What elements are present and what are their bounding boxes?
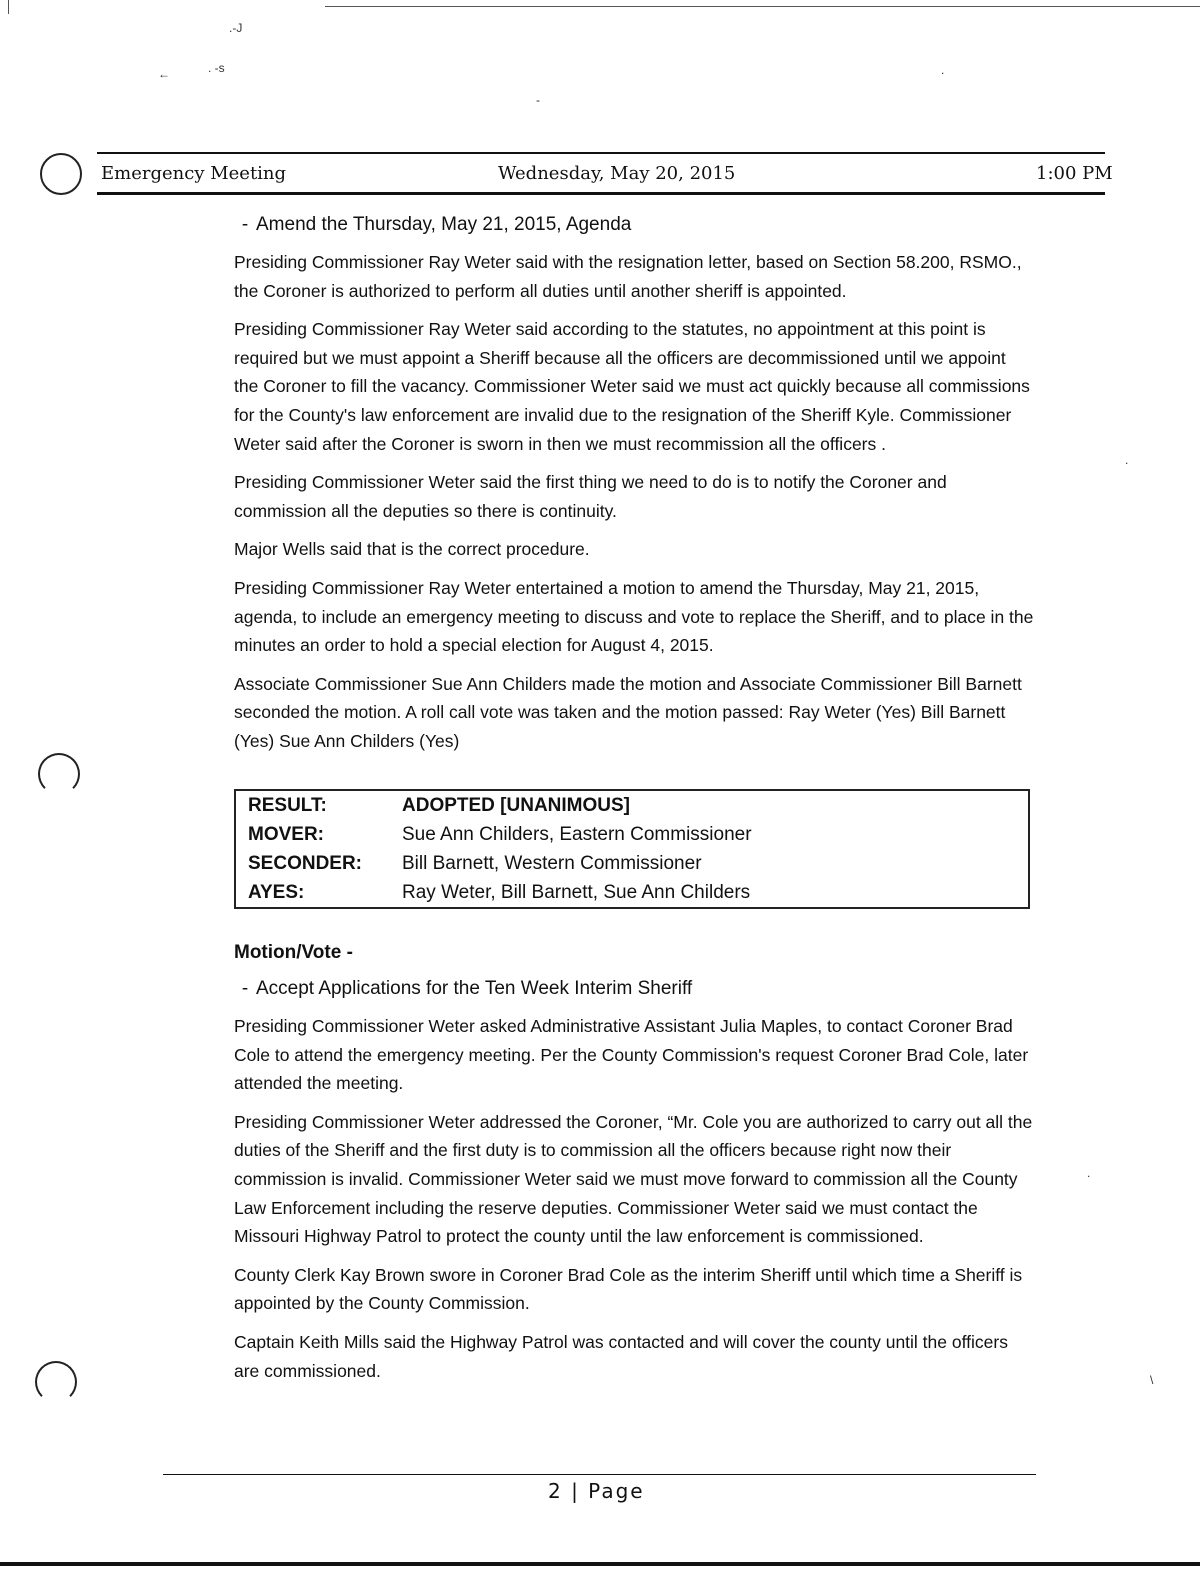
meeting-time: 1:00 PM	[1036, 163, 1113, 184]
table-row	[235, 820, 1029, 849]
footer-rule	[163, 1474, 1036, 1475]
paragraph: Presiding Commissioner Weter addressed the Coroner, “Mr. Cole you are authorized to carry out all the duties of the Sheriff and the first duty is to commission all the officers because right now their commission is invalid. Commissioner Weter said we must move forward to commission all the County Law Enforcement including the reserve deputies. Commissioner Weter said we must contact the Missouri Highway Patrol to protect the county until the law enforcement is commissioned.	[234, 1111, 1033, 1247]
section-interim-sheriff	[234, 940, 1034, 1395]
mover-value: Sue Ann Childers, Eastern Commissioner	[402, 824, 752, 845]
paragraph: Presiding Commissioner Ray Weter said according to the statutes, no appointment at this point is required but we must appoint a Sheriff because all the officers are decommissioned until we appoint the Coroner to fill the vacancy. Commissioner Weter said we must act quickly because all commissions for the County's law enforcement are invalid due to the resignation of the Sheriff Kyle. Commissioner Weter said after the Coroner is sworn in then we must recommission all the officers .	[234, 319, 1030, 454]
bottom-scan-edge	[0, 1562, 1200, 1566]
paragraph: Captain Keith Mills said the Highway Patrol was contacted and will cover the county until the officers are commissioned.	[234, 1331, 1008, 1381]
scan-speck: -	[536, 93, 540, 107]
subheading-amend-agenda: - Amend the Thursday, May 21, 2015, Agenda	[241, 214, 632, 235]
binder-hole-top	[40, 153, 82, 195]
meeting-date: Wednesday, May 20, 2015	[498, 163, 736, 184]
paragraph: Presiding Commissioner Weter asked Administrative Assistant Julia Maples, to contact Coroner Brad Cole to attend the emergency meeting. Per the County Commission's request Coroner Brad Cole, later attended the meeting.	[234, 1016, 1029, 1094]
ayes-label: AYES:	[248, 882, 305, 903]
header-top-rule	[97, 152, 1105, 154]
meeting-type: Emergency Meeting	[101, 163, 287, 184]
ayes-value: Ray Weter, Bill Barnett, Sue Ann Childers	[402, 882, 751, 903]
binder-hole-middle	[38, 753, 80, 795]
table-row	[235, 849, 1029, 878]
vote-result-table	[234, 789, 1030, 909]
result-label: RESULT:	[248, 795, 327, 816]
scan-speck: .-J	[229, 21, 243, 35]
table-row	[235, 790, 1029, 820]
paragraph: Major Wells said that is the correct procedure.	[234, 539, 590, 560]
motion-vote-heading: Motion/Vote -	[234, 942, 353, 963]
section-amend-agenda	[234, 212, 1034, 766]
paragraph: Presiding Commissioner Weter said the first thing we need to do is to notify the Coroner and commission all the deputies so there is continuity.	[234, 472, 947, 521]
scan-speck: .	[941, 63, 945, 77]
subheading-interim-sheriff: - Accept Applications for the Ten Week Interim Sheriff	[241, 978, 693, 999]
scan-speck: \	[1150, 1373, 1154, 1387]
paragraph: Presiding Commissioner Ray Weter said with the resignation letter, based on Section 58.200, RSMO., the Coroner is authorized to perform all duties until another sheriff is appointed.	[234, 252, 1022, 301]
scan-speck: ←	[158, 67, 170, 81]
paragraph: Associate Commissioner Sue Ann Childers made the motion and Associate Commissioner Bill Barnett seconded the motion. A roll call vote was taken and the motion passed: Ray Weter (Yes) Bill Barnett (Yes) Sue Ann Childers (Yes)	[234, 673, 1022, 751]
table-row	[235, 878, 1029, 908]
binder-hole-bottom	[35, 1361, 77, 1403]
left-scan-mark	[8, 0, 9, 14]
mover-label: MOVER:	[248, 824, 324, 845]
paragraph: Presiding Commissioner Ray Weter entertained a motion to amend the Thursday, May 21, 2015, agenda, to include an emergency meeting to discuss and vote to replace the Sheriff, and to place in the minutes an order to hold a special election for August 4, 2015.	[234, 577, 1034, 656]
paragraph: County Clerk Kay Brown swore in Coroner Brad Cole as the interim Sheriff until which time a Sheriff is appointed by the County Commission.	[234, 1264, 1023, 1314]
scan-speck: . -s	[208, 61, 225, 75]
result-value: ADOPTED [UNANIMOUS]	[402, 795, 630, 816]
seconder-label: SECONDER:	[248, 853, 363, 874]
scan-speck: .	[1125, 453, 1129, 467]
top-scan-line	[325, 6, 1200, 7]
header-bottom-rule	[97, 192, 1105, 195]
page-number: 2 | Page	[548, 1479, 645, 1503]
seconder-value: Bill Barnett, Western Commissioner	[402, 853, 702, 874]
scan-speck: .	[1087, 1166, 1091, 1180]
